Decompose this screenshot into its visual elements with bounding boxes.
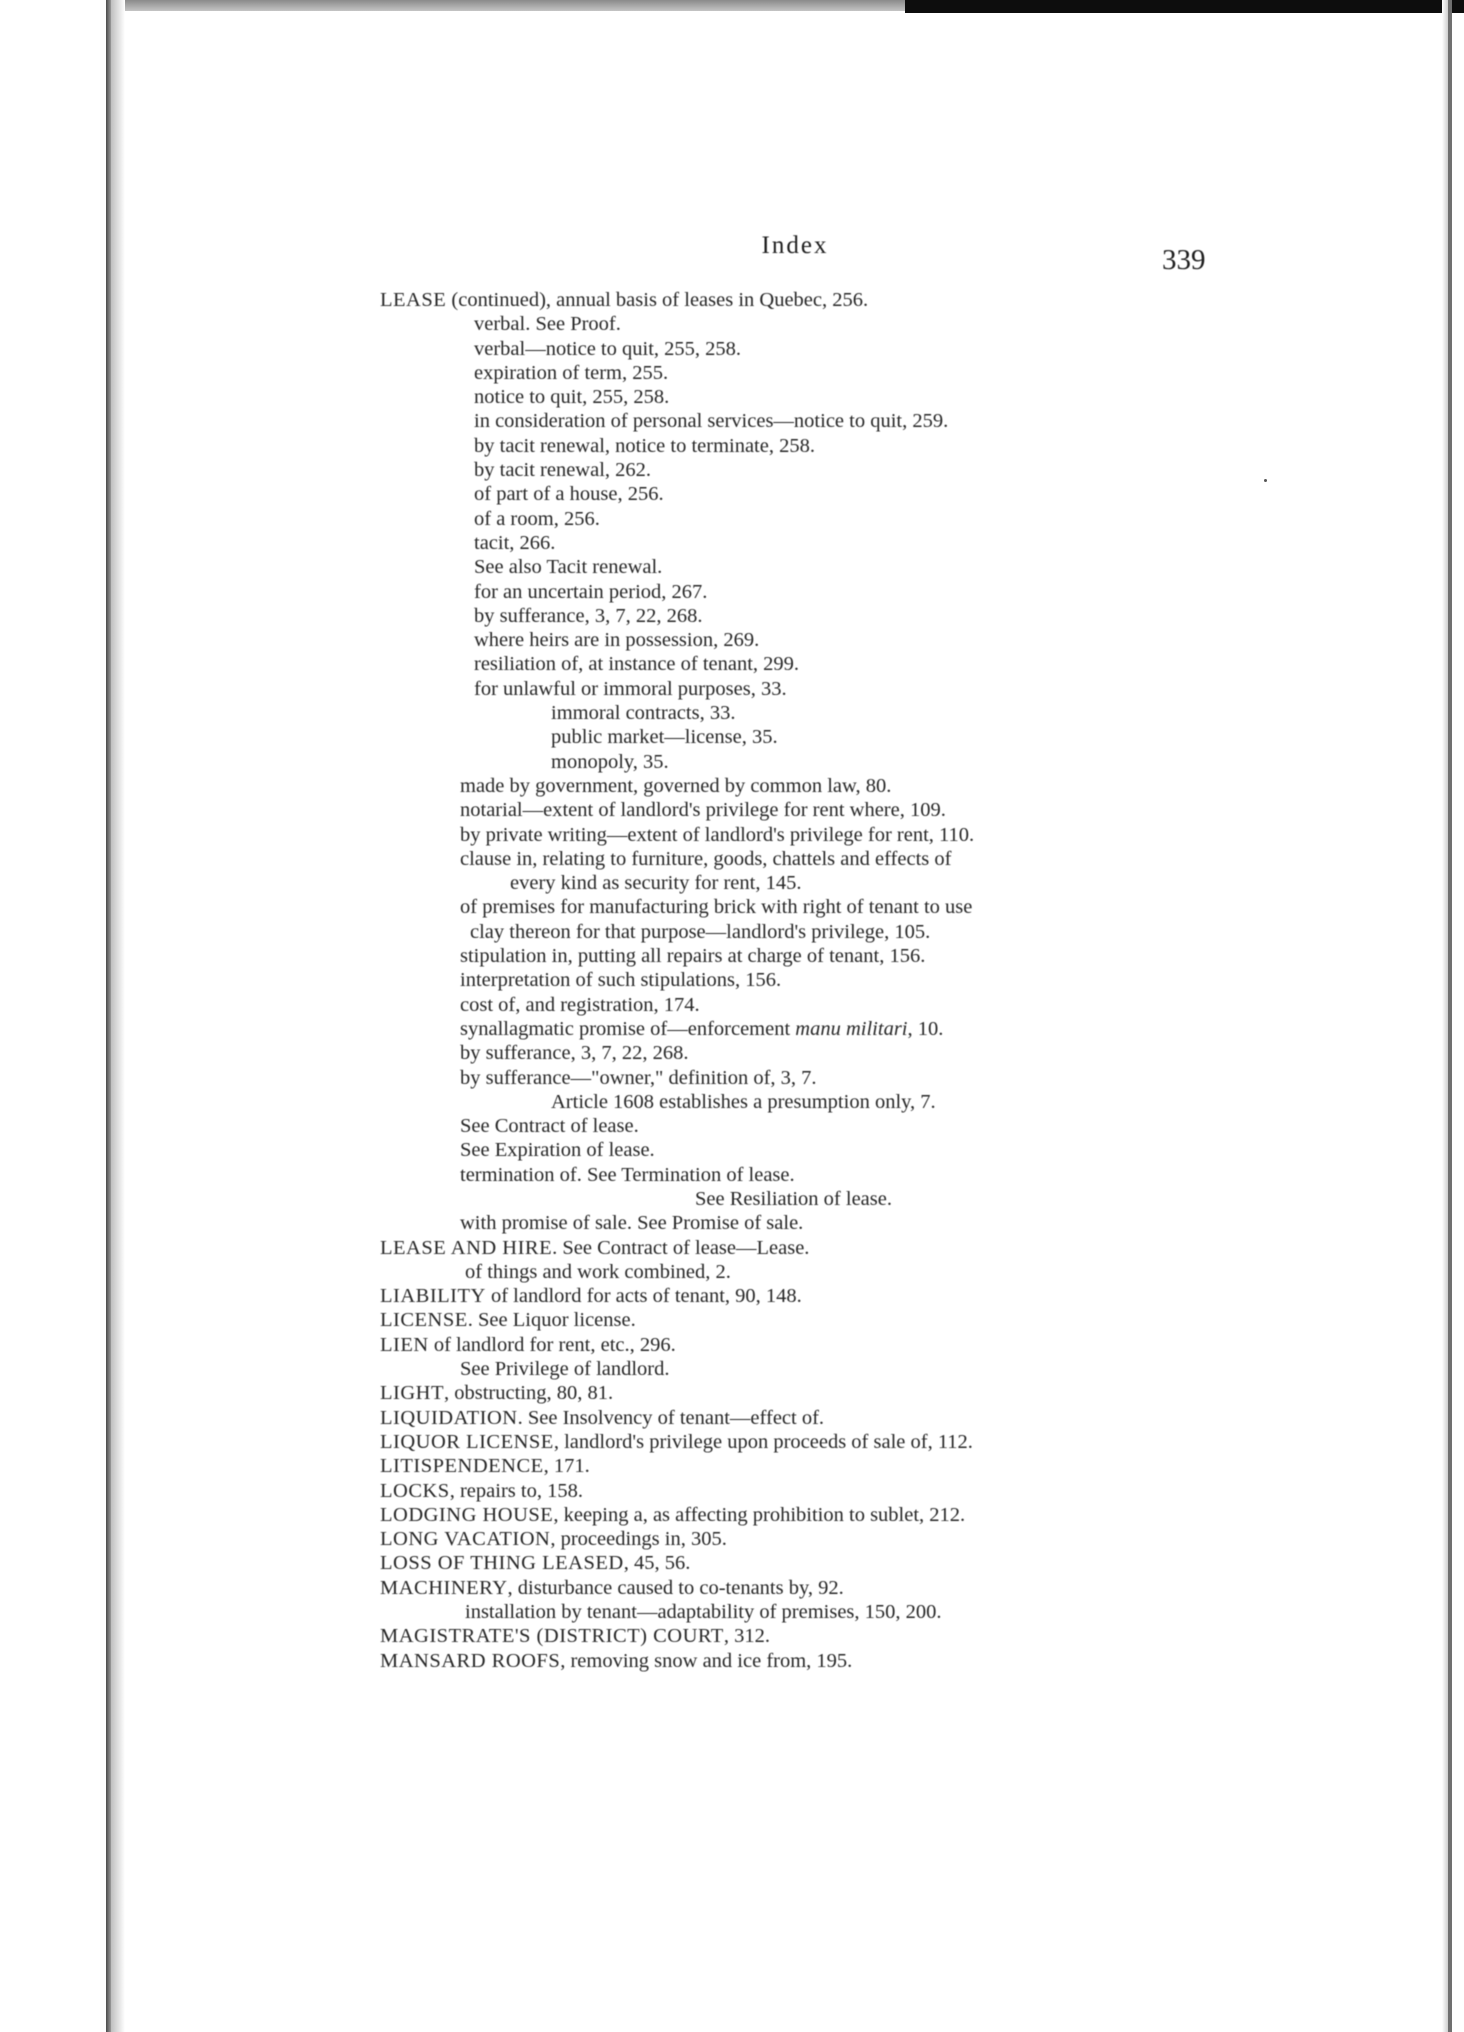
- index-entry-text: , 45, 56.: [623, 1552, 691, 1575]
- index-entry: [380, 677, 1210, 701]
- index-entry-text: verbal. See Proof.: [474, 313, 621, 336]
- index-entry-text: . See Insolvency of tenant—effect of.: [517, 1406, 825, 1429]
- index-entries: [380, 288, 1210, 1673]
- index-entry: [380, 847, 1210, 871]
- index-entry-text: verbal—notice to quit, 255, 258.: [474, 337, 742, 360]
- index-entry-text: . See Contract of lease—Lease.: [552, 1236, 810, 1259]
- index-entry: [380, 361, 1210, 385]
- index-entry: [380, 1066, 1210, 1090]
- index-entry-text: by sufferance, 3, 7, 22, 268.: [474, 604, 703, 627]
- index-entry-text: , proceedings in, 305.: [550, 1528, 727, 1551]
- index-entry: [380, 1333, 1210, 1357]
- index-entry-text: of a room, 256.: [474, 507, 600, 530]
- index-entry: [380, 1236, 1210, 1260]
- index-entry: [380, 1454, 1210, 1478]
- index-entry: [380, 507, 1210, 531]
- index-entry-text: installation by tenant—adaptability of premises, 150, 200.: [465, 1601, 942, 1624]
- index-heading: LEASE AND HIRE: [380, 1236, 553, 1259]
- index-entry: [380, 750, 1210, 774]
- index-entry: [380, 1600, 1210, 1624]
- index-entry: [380, 944, 1210, 968]
- index-entry: [380, 1551, 1210, 1575]
- index-entry: [380, 798, 1210, 822]
- index-entry: [380, 1479, 1210, 1503]
- index-entry: [380, 1430, 1210, 1454]
- index-entry-text: for an uncertain period, 267.: [474, 580, 708, 603]
- index-heading: LOSS OF THING LEASED: [380, 1552, 624, 1575]
- index-entry: [380, 701, 1210, 725]
- page-number: 339: [1162, 244, 1206, 276]
- index-heading: LICENSE: [380, 1309, 468, 1332]
- index-entry: [380, 993, 1210, 1017]
- index-entry: [380, 871, 1210, 895]
- index-entry: [380, 531, 1210, 555]
- index-entry: [380, 1211, 1210, 1235]
- index-entry-text: where heirs are in possession, 269.: [474, 629, 760, 652]
- index-entry-text: See Privilege of landlord.: [460, 1358, 670, 1381]
- index-entry-italic: manu militari: [795, 1017, 908, 1040]
- index-entry: [380, 1017, 1210, 1041]
- index-entry: [380, 1357, 1210, 1381]
- index-heading: MAGISTRATE'S (DISTRICT) COURT: [380, 1625, 724, 1648]
- scan-top-edge: [905, 0, 1464, 13]
- index-entry: [380, 823, 1210, 847]
- index-entry-text: Article 1608 establishes a presumption only, 7.: [551, 1090, 936, 1113]
- index-entry: [380, 774, 1210, 798]
- index-entry-text: of landlord for acts of tenant, 90, 148.: [485, 1285, 802, 1308]
- index-heading: LIGHT: [380, 1382, 444, 1405]
- index-entry: [380, 385, 1210, 409]
- index-heading: LODGING HOUSE: [380, 1503, 554, 1526]
- index-entry-text: See Contract of lease.: [460, 1115, 639, 1138]
- index-entry-text: for unlawful or immoral purposes, 33.: [474, 677, 787, 700]
- running-head: Index: [761, 232, 829, 259]
- index-entry-text: tacit, 266.: [474, 531, 556, 554]
- index-heading: MANSARD ROOFS: [380, 1649, 561, 1672]
- index-heading: LOCKS: [380, 1479, 450, 1502]
- index-entry-text: by sufferance—"owner," definition of, 3, 7.: [460, 1066, 817, 1089]
- page-left-shadow: [111, 0, 125, 2032]
- index-entry: [380, 604, 1210, 628]
- index-entry-text: clause in, relating to furniture, goods, chattels and effects of: [460, 847, 952, 870]
- index-entry-text: of things and work combined, 2.: [465, 1260, 731, 1283]
- index-entry-text: made by government, governed by common law, 80.: [460, 774, 892, 797]
- index-entry: [380, 1163, 1210, 1187]
- index-entry-text: expiration of term, 255.: [474, 361, 669, 384]
- index-entry-text: , 312.: [723, 1625, 770, 1648]
- scan-top-shadow: [110, 0, 905, 11]
- index-heading: LIQUIDATION: [380, 1406, 518, 1429]
- index-entry: [380, 1503, 1210, 1527]
- index-entry: [380, 288, 1210, 312]
- index-entry: [380, 1187, 1210, 1211]
- index-entry-text: , removing snow and ice from, 195.: [560, 1649, 853, 1672]
- index-entry: [380, 458, 1210, 482]
- index-entry-text: (continued), annual basis of leases in Quebec, 256.: [446, 289, 869, 311]
- index-entry-text: cost of, and registration, 174.: [460, 993, 700, 1016]
- index-entry-text: synallagmatic promise of—enforcement: [460, 1017, 796, 1040]
- index-entry-text: of landlord for rent, etc., 296.: [428, 1333, 676, 1356]
- index-entry: [380, 1527, 1210, 1551]
- index-entry-text: , disturbance caused to co-tenants by, 92.: [507, 1576, 844, 1599]
- index-heading: MACHINERY: [380, 1576, 508, 1599]
- index-entry: [380, 725, 1210, 749]
- index-entry: [380, 312, 1210, 336]
- index-entry-text: monopoly, 35.: [551, 750, 669, 773]
- index-entry-text: by tacit renewal, 262.: [474, 459, 652, 482]
- index-entry-text: . See Liquor license.: [467, 1309, 636, 1332]
- index-entry-text: , keeping a, as affecting prohibition to sublet, 212.: [553, 1503, 966, 1526]
- index-entry-text: , obstructing, 80, 81.: [443, 1382, 614, 1405]
- index-heading: LIEN: [380, 1333, 429, 1356]
- index-entry: [380, 1138, 1210, 1162]
- index-entry: [380, 1576, 1210, 1600]
- index-entry-text: by sufferance, 3, 7, 22, 268.: [460, 1042, 689, 1065]
- index-entry-text: , 171.: [543, 1455, 590, 1478]
- index-entry-text: , repairs to, 158.: [449, 1479, 583, 1502]
- index-entry: [380, 1381, 1210, 1405]
- index-entry-text: notice to quit, 255, 258.: [474, 386, 670, 409]
- index-entry-text: See Expiration of lease.: [460, 1139, 655, 1162]
- index-entry: [380, 482, 1210, 506]
- index-entry: [380, 1041, 1210, 1065]
- index-entry-text: by private writing—extent of landlord's privilege for rent, 110.: [460, 823, 975, 846]
- index-entry: [380, 580, 1210, 604]
- index-entry: [380, 409, 1210, 433]
- index-heading: LONG VACATION: [380, 1528, 551, 1551]
- index-entry-text: with promise of sale. See Promise of sale.: [460, 1212, 804, 1235]
- scan-speck: [1264, 479, 1267, 482]
- index-heading: LITISPENDENCE: [380, 1455, 544, 1478]
- index-entry: [380, 920, 1210, 944]
- index-entry-text: every kind as security for rent, 145.: [510, 872, 802, 895]
- index-entry-text: by tacit renewal, notice to terminate, 258.: [474, 434, 815, 457]
- index-entry: [380, 968, 1210, 992]
- index-entry: [380, 1406, 1210, 1430]
- index-entry: [380, 1284, 1210, 1308]
- index-entry-text: immoral contracts, 33.: [551, 702, 736, 725]
- page-right-edge: [1448, 0, 1452, 2032]
- index-entry: [380, 895, 1210, 919]
- index-entry: [380, 555, 1210, 579]
- index-entry: [380, 1260, 1210, 1284]
- index-entry: [380, 1308, 1210, 1332]
- index-entry-text: See Resiliation of lease.: [695, 1187, 892, 1210]
- index-entry: [380, 434, 1210, 458]
- index-entry-tail: , 10.: [907, 1017, 944, 1040]
- index-entry: [380, 1090, 1210, 1114]
- index-entry: [380, 337, 1210, 361]
- index-heading: LIQUOR LICENSE: [380, 1430, 554, 1453]
- index-entry-text: termination of. See Termination of lease.: [460, 1163, 795, 1186]
- index-entry-text: of part of a house, 256.: [474, 483, 664, 506]
- index-entry-text: , landlord's privilege upon proceeds of sale of, 112.: [553, 1430, 973, 1453]
- index-entry: [380, 652, 1210, 676]
- index-entry-text: stipulation in, putting all repairs at charge of tenant, 156.: [460, 945, 926, 968]
- index-entry: [380, 1114, 1210, 1138]
- index-entry-text: of premises for manufacturing brick with right of tenant to use: [460, 896, 973, 919]
- index-entry: [380, 628, 1210, 652]
- index-entry-text: See also Tacit renewal.: [474, 556, 663, 579]
- index-entry: [380, 1624, 1210, 1648]
- index-entry-text: clay thereon for that purpose—landlord's privilege, 105.: [470, 920, 931, 943]
- index-entry-text: public market—license, 35.: [551, 726, 778, 749]
- index-heading: LEASE: [380, 289, 447, 311]
- index-entry-text: interpretation of such stipulations, 156.: [460, 969, 782, 992]
- index-entry-text: notarial—extent of landlord's privilege for rent where, 109.: [460, 799, 946, 822]
- index-entry-text: resiliation of, at instance of tenant, 299.: [474, 653, 800, 676]
- index-entry-text: in consideration of personal services—notice to quit, 259.: [474, 410, 949, 433]
- index-entry: [380, 1649, 1210, 1673]
- index-heading: LIABILITY: [380, 1285, 486, 1308]
